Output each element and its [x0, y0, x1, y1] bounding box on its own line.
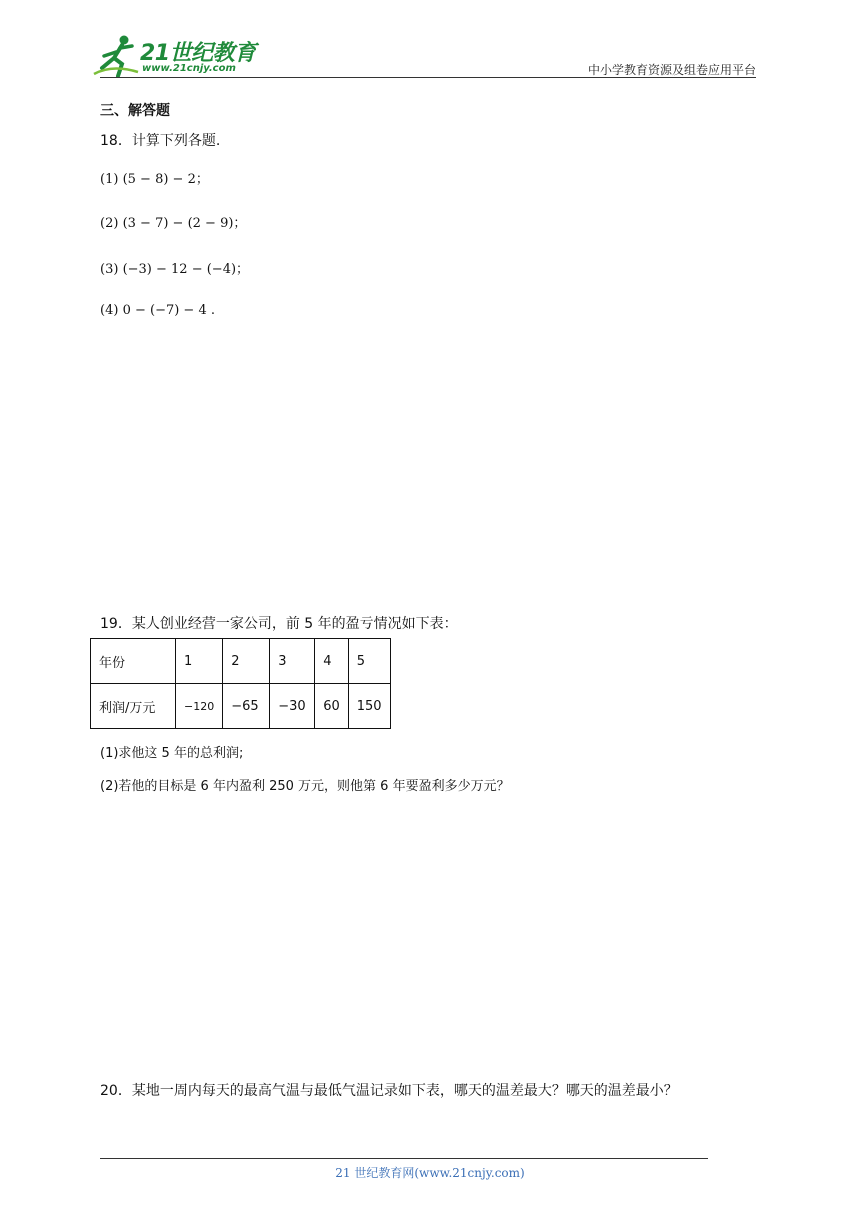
item-number: (4)	[100, 303, 119, 318]
site-logo	[92, 34, 262, 80]
table-cell: 3	[270, 639, 315, 684]
question-18-item-4	[100, 303, 215, 318]
table-cell: 60	[315, 684, 349, 729]
table-cell: 4	[315, 639, 349, 684]
question-20-stem: 20．某地一周内每天的最高气温与最低气温记录如下表，哪天的温差最大？哪天的温差最小？	[100, 1083, 678, 1099]
table-row	[91, 639, 391, 684]
header-tagline: 中小学教育资源及组卷应用平台	[587, 63, 756, 77]
runner-logo-icon	[92, 34, 140, 80]
footer-text: 21 世纪教育网(www.21cnjy.com)	[335, 1166, 525, 1180]
table-cell: 1	[176, 639, 223, 684]
table-cell: 150	[348, 684, 390, 729]
profit-table	[90, 638, 391, 729]
header-divider	[100, 77, 756, 78]
math-expression: (3 − 7) − (2 − 9)；	[122, 216, 247, 231]
item-number: (2)	[100, 216, 119, 231]
footer-divider	[100, 1158, 708, 1159]
table-cell: −65	[223, 684, 270, 729]
question-19-stem: 19．某人创业经营一家公司，前 5 年的盈亏情况如下表：	[100, 616, 458, 632]
question-18-item-2	[100, 212, 246, 231]
item-number: (3)	[100, 262, 119, 277]
question-19-sub-1: (1)求他这 5 年的总利润;	[100, 746, 244, 761]
logo-url: www.21cnjy.com	[142, 63, 236, 74]
table-cell: 5	[348, 639, 390, 684]
question-18-item-1	[100, 168, 209, 187]
item-number: (1)	[100, 172, 119, 187]
logo-text: 21世纪教育	[140, 41, 256, 66]
table-cell: −120	[176, 684, 223, 729]
math-expression: 0 − (−7) − 4 .	[122, 303, 215, 318]
question-19-sub-2: (2)若他的目标是 6 年内盈利 250 万元，则他第 6 年要盈利多少万元？	[100, 779, 510, 794]
question-18-item-3	[100, 258, 249, 277]
section-title: 三、解答题	[100, 103, 170, 119]
math-expression: (5 − 8) − 2；	[122, 172, 209, 187]
table-cell: 年份	[91, 639, 176, 684]
table-cell: −30	[270, 684, 315, 729]
question-18-stem: 18．计算下列各题.	[100, 133, 221, 149]
table-cell: 利润/万元	[91, 684, 176, 729]
math-expression: (−3) − 12 − (−4)；	[122, 262, 250, 277]
table-row	[91, 684, 391, 729]
table-cell: 2	[223, 639, 270, 684]
